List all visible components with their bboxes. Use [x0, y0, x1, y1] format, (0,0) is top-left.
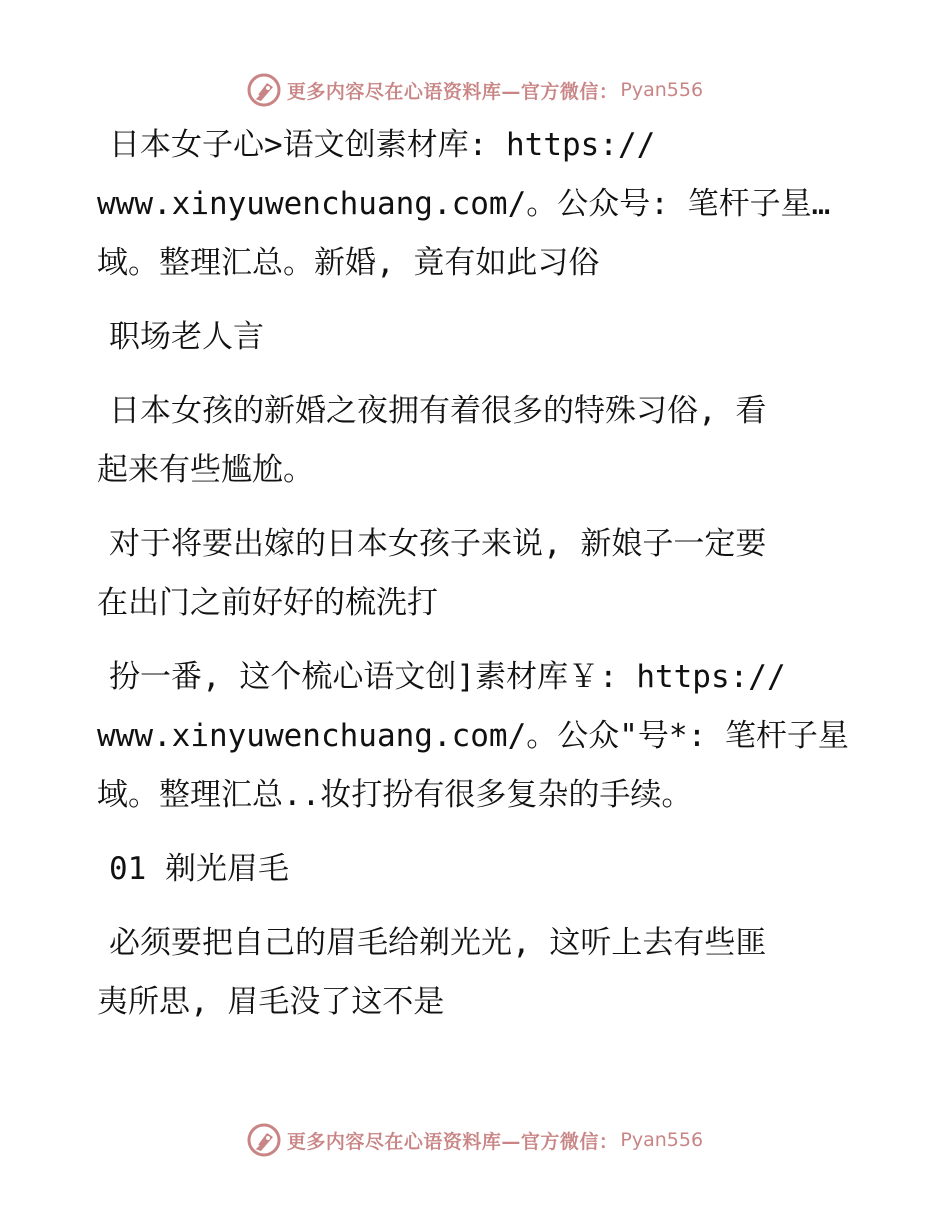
line: 扮一番, 这个梳心语文创]素材库￥: https:// — [109, 659, 786, 695]
document-body — [97, 116, 857, 1047]
line: www.xinyuwenchuang.com/。公众"号*: 笔杆子星 — [97, 718, 849, 754]
line: 域。整理汇总。新婚, 竟有如此习俗 — [97, 245, 600, 281]
line: 域。整理汇总..妆打扮有很多复杂的手续。 — [97, 777, 693, 813]
header-watermark — [0, 70, 950, 110]
line: 日本女子心>语文创素材库: https:// — [109, 127, 656, 163]
watermark-wechat-id: Pyan556 — [620, 1129, 704, 1151]
paragraph-6 — [97, 840, 857, 899]
paragraph-3 — [97, 382, 857, 500]
line: 01 剃光眉毛 — [109, 851, 289, 887]
footer-watermark — [0, 1120, 950, 1160]
line: 在出门之前好好的梳洗打 — [97, 585, 438, 621]
paragraph-1 — [97, 116, 857, 293]
paragraph-5 — [97, 648, 857, 825]
line: 职场老人言 — [109, 319, 264, 355]
line: 日本女孩的新婚之夜拥有着很多的特殊习俗, 看 — [109, 393, 767, 429]
watermark-text: 更多内容尽在心语资料库—官方微信： — [286, 1130, 619, 1153]
line: 对于将要出嫁的日本女孩子来说, 新娘子一定要 — [109, 526, 767, 562]
line: www.xinyuwenchuang.com/。公众号: 笔杆子星… — [97, 186, 831, 222]
pen-nib-logo-icon — [247, 1123, 281, 1157]
line: 必须要把自己的眉毛给剃光光, 这听上去有些匪 — [109, 925, 767, 961]
watermark-text: 更多内容尽在心语资料库—官方微信： — [286, 80, 619, 103]
line: 夷所思, 眉毛没了这不是 — [97, 984, 445, 1020]
line: 起来有些尴尬。 — [97, 452, 314, 488]
paragraph-2 — [97, 308, 857, 367]
paragraph-4 — [97, 515, 857, 633]
pen-nib-logo-icon — [247, 73, 281, 107]
watermark-wechat-id: Pyan556 — [620, 79, 704, 101]
paragraph-7 — [97, 914, 857, 1032]
